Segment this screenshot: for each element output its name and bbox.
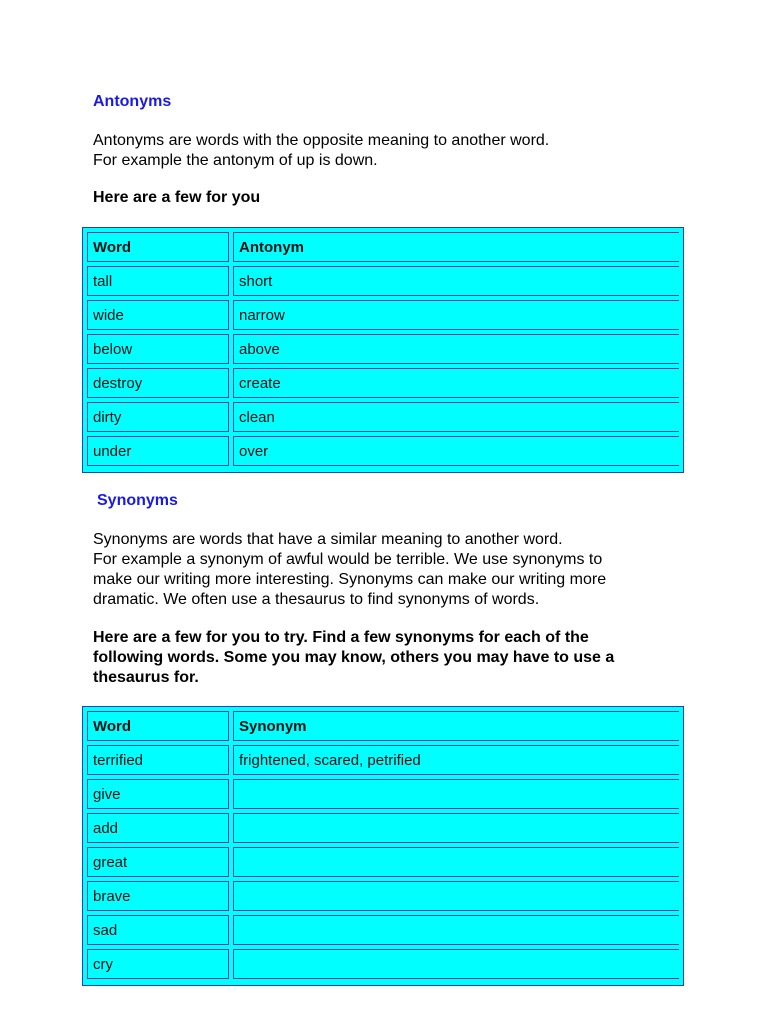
intro-line: For example the antonym of up is down. [93, 152, 378, 169]
synonyms-prompt [93, 628, 693, 688]
table-row [87, 436, 679, 466]
prompt-line: Here are a few for you to try. Find a few synonyms for each of the [93, 629, 589, 646]
table-cell: wide [87, 300, 229, 330]
table-row [87, 813, 679, 843]
intro-line: dramatic. We often use a thesaurus to find synonyms of words. [93, 591, 540, 608]
antonyms-prompt: Here are a few for you [93, 189, 261, 206]
table-row [87, 779, 679, 809]
antonyms-intro [93, 131, 693, 171]
prompt-line: thesaurus for. [93, 669, 199, 686]
column-header: Word [87, 711, 229, 741]
table-row [87, 881, 679, 911]
table-cell: create [233, 368, 679, 398]
table-cell: give [87, 779, 229, 809]
table-header-row [87, 232, 679, 262]
table-cell: narrow [233, 300, 679, 330]
table-cell: short [233, 266, 679, 296]
table-cell: terrified [87, 745, 229, 775]
prompt-line: following words. Some you may know, others you may have to use a [93, 649, 615, 666]
table-cell [233, 847, 679, 877]
antonyms-heading: Antonyms [93, 93, 172, 110]
column-header: Synonym [233, 711, 679, 741]
table-row [87, 745, 679, 775]
table-cell: sad [87, 915, 229, 945]
table-cell: frightened, scared, petrified [233, 745, 679, 775]
table-cell: add [87, 813, 229, 843]
antonyms-table [82, 227, 684, 473]
table-cell: dirty [87, 402, 229, 432]
table-row [87, 300, 679, 330]
intro-line: For example a synonym of awful would be terrible. We use synonyms to [93, 551, 603, 568]
table-row [87, 368, 679, 398]
table-cell [233, 881, 679, 911]
intro-line: Synonyms are words that have a similar meaning to another word. [93, 531, 563, 548]
column-header: Antonym [233, 232, 679, 262]
table-cell: over [233, 436, 679, 466]
table-row [87, 847, 679, 877]
table-cell: tall [87, 266, 229, 296]
table-cell: brave [87, 881, 229, 911]
table-row [87, 949, 679, 979]
table-cell: below [87, 334, 229, 364]
table-row [87, 266, 679, 296]
table-cell: cry [87, 949, 229, 979]
table-row [87, 402, 679, 432]
intro-line: Antonyms are words with the opposite meaning to another word. [93, 132, 550, 149]
column-header: Word [87, 232, 229, 262]
table-cell: great [87, 847, 229, 877]
synonyms-heading: Synonyms [97, 492, 178, 509]
table-cell: clean [233, 402, 679, 432]
table-header-row [87, 711, 679, 741]
table-cell: under [87, 436, 229, 466]
table-cell [233, 915, 679, 945]
synonyms-intro [93, 530, 693, 610]
table-cell [233, 813, 679, 843]
table-cell [233, 779, 679, 809]
synonyms-table [82, 706, 684, 986]
table-row [87, 915, 679, 945]
intro-line: make our writing more interesting. Synonyms can make our writing more [93, 571, 607, 588]
table-cell [233, 949, 679, 979]
table-row [87, 334, 679, 364]
table-cell: destroy [87, 368, 229, 398]
table-cell: above [233, 334, 679, 364]
